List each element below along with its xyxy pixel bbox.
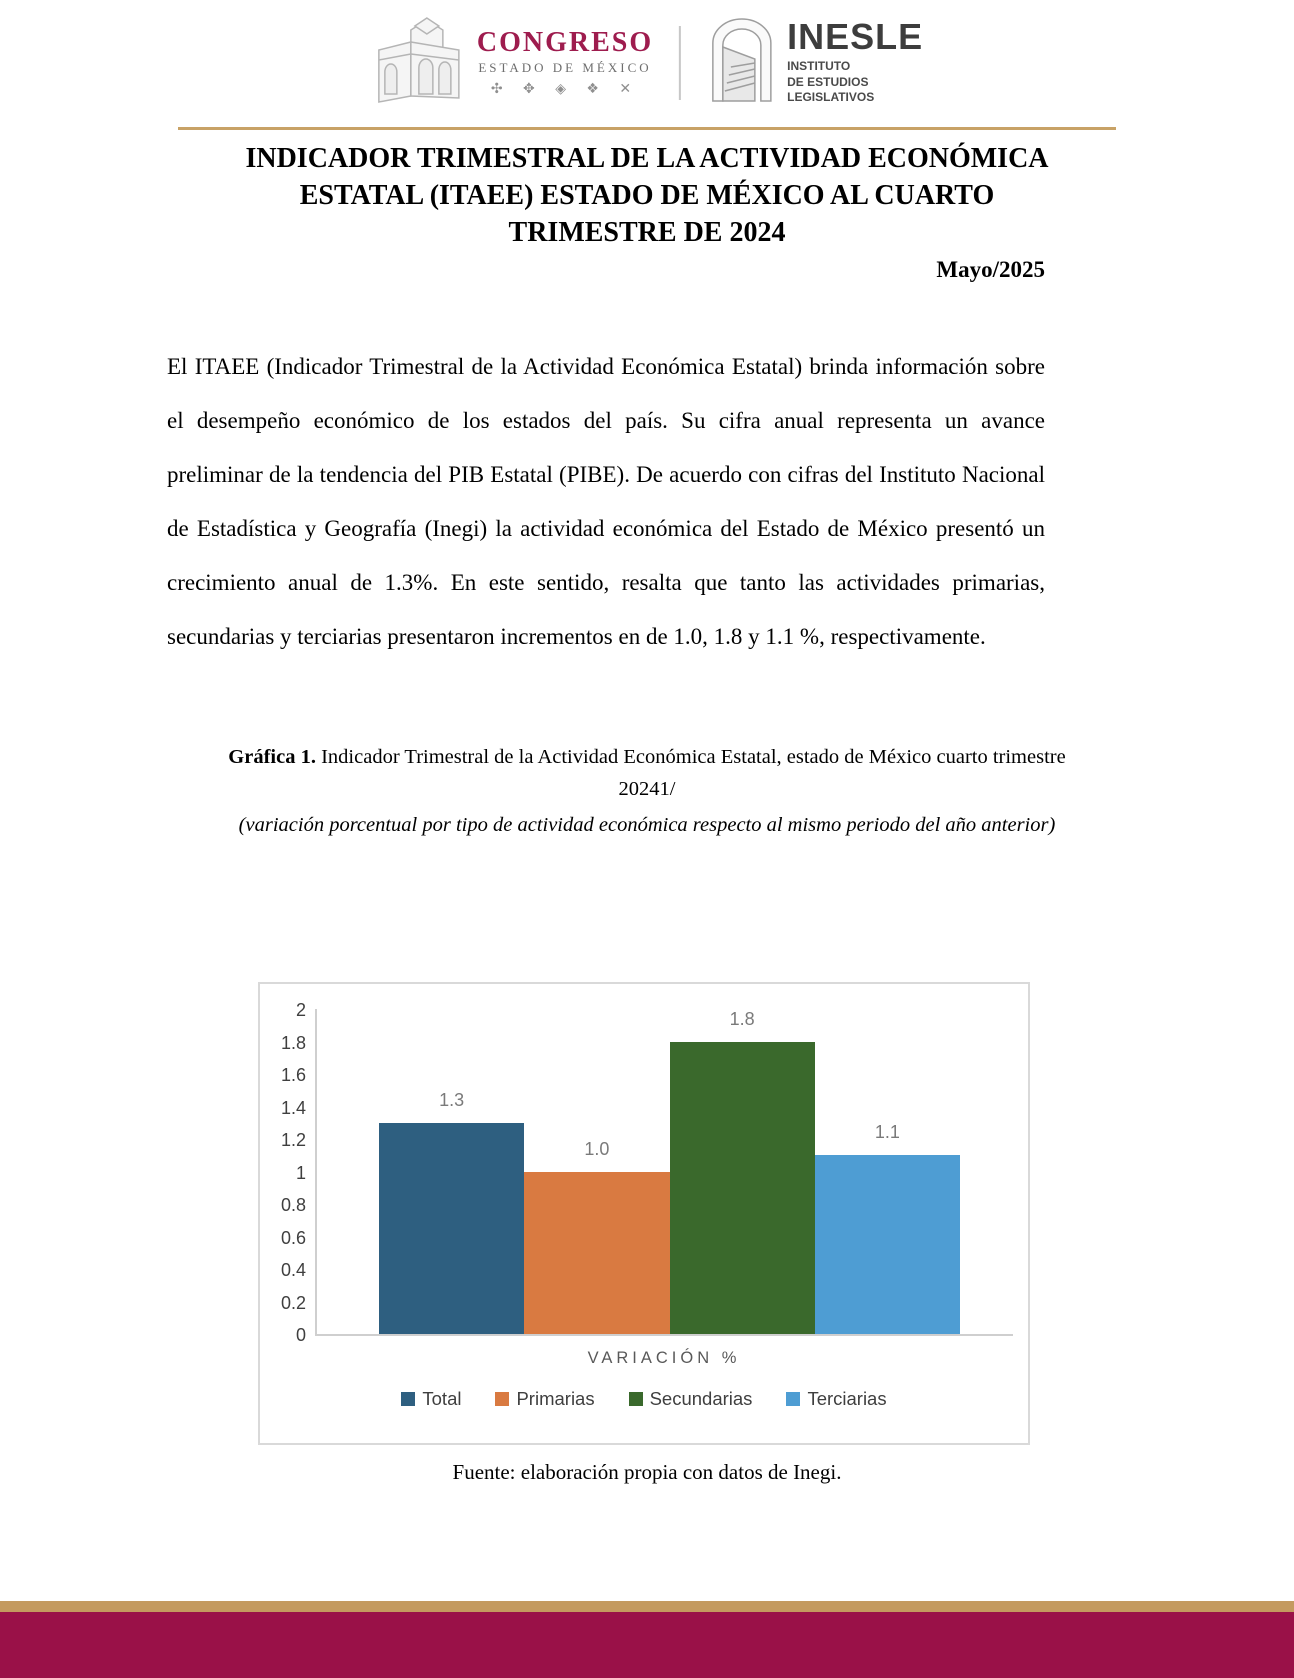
source-note: Fuente: elaboración propia con datos de Inegi. — [452, 1460, 842, 1484]
inesle-wordmark-block — [787, 16, 924, 106]
bar-value-label-terciarias: 1.1 — [874, 1122, 900, 1143]
y-axis-line — [315, 1009, 317, 1334]
chart-legend — [260, 1388, 1028, 1410]
header-logos — [371, 16, 923, 109]
bar-primarias — [524, 1172, 669, 1335]
footer-maroon-bar — [0, 1612, 1294, 1678]
inesle-subtitle-line-1: INSTITUTO — [787, 59, 851, 74]
bar-value-label-total: 1.3 — [439, 1089, 465, 1110]
bar-chart — [258, 982, 1030, 1445]
bar-terciarias — [815, 1155, 960, 1334]
page-title-line-3: TRIMESTRE DE 2024 — [508, 217, 786, 249]
congreso-wordmark-block — [477, 28, 653, 97]
y-axis-tick-label: 0 — [295, 1325, 306, 1345]
legend-label-secundarias: Secundarias — [649, 1388, 753, 1409]
legend-label-terciarias: Terciarias — [807, 1388, 887, 1409]
logo-divider — [679, 26, 681, 100]
legend-label-primarias: Primarias — [516, 1388, 595, 1409]
y-axis-tick-label: 1.2 — [280, 1130, 306, 1150]
legend-swatch-primarias — [495, 1392, 509, 1406]
bar-value-label-primarias: 1.0 — [584, 1138, 610, 1159]
y-axis-tick-label: 1.4 — [280, 1097, 306, 1118]
page-title-line-2: ESTATAL (ITAEE) ESTADO DE MÉXICO AL CUARTO — [299, 180, 995, 212]
y-axis-tick-label: 1.8 — [280, 1032, 306, 1053]
inesle-logo — [707, 17, 923, 108]
header-gold-rule — [178, 127, 1116, 130]
page-title — [177, 140, 1117, 252]
bar-value-label-secundarias: 1.8 — [729, 1008, 755, 1029]
body-paragraph: El ITAEE (Indicador Trimestral de la Actividad Económica Estatal) brinda información sobre el desempeño económico de los estados del país. Su cifra anual representa un avance preliminar de la tendencia del PIB Estatal (PIBE). De acuerdo con cifras del Instituto Nacional de Estadística y Geografía (Inegi) la actividad económica del Estado de México presentó un crecimiento anual de 1.3%. En este sentido, resalta que tanto las actividades primarias, secundarias y terciarias presentaron incrementos en de 1.0, 1.8 y 1.1 %, respectivamente. — [167, 354, 1045, 649]
chart-caption — [207, 742, 1087, 806]
x-axis-title: VARIACIÓN % — [587, 1349, 741, 1367]
bar-total — [379, 1123, 524, 1334]
legend-item-total — [401, 1388, 461, 1410]
chart-subcaption: (variación porcentual por tipo de actividad económica respecto al mismo periodo del año anterior) — [238, 814, 1056, 836]
inesle-subtitle-line-3: LEGISLATIVOS — [787, 90, 875, 105]
legend-item-terciarias — [786, 1388, 886, 1410]
congreso-wordmark: CONGRESO — [476, 26, 654, 58]
footer-gold-bar — [0, 1601, 1294, 1612]
inesle-subtitle — [787, 59, 874, 106]
inesle-subtitle-line-2: DE ESTUDIOS — [787, 74, 869, 89]
bar-secundarias — [670, 1042, 815, 1335]
inesle-wordmark: INESLE — [787, 16, 924, 58]
y-axis-tick-label: 0.6 — [280, 1227, 306, 1248]
y-axis-tick-label: 1.6 — [280, 1065, 306, 1085]
congreso-subtitle: ESTADO DE MÉXICO — [478, 60, 652, 76]
legend-swatch-total — [401, 1392, 415, 1406]
x-axis-line — [315, 1334, 1013, 1336]
congreso-ornaments: ✣ ✥ ◈ ❖ ✕ — [490, 81, 640, 98]
inesle-arch-icon — [707, 17, 777, 108]
legend-swatch-secundarias — [629, 1392, 643, 1406]
legend-item-secundarias — [629, 1388, 753, 1410]
y-axis-tick-label: 0.8 — [280, 1195, 306, 1215]
chart-caption-text: Indicador Trimestral de la Actividad Económica Estatal, estado de México cuarto trimestre 20241/ — [315, 746, 1066, 800]
y-axis-tick-label: 0.4 — [280, 1260, 306, 1280]
congreso-building-icon — [371, 16, 467, 109]
document-date: Mayo/2025 — [936, 257, 1045, 282]
legend-item-primarias — [495, 1388, 594, 1410]
y-axis-tick-label: 1 — [295, 1162, 306, 1183]
legend-label-total: Total — [422, 1388, 462, 1409]
y-axis-tick-label: 0.2 — [280, 1292, 306, 1313]
y-axis-tick-label: 2 — [295, 1000, 306, 1020]
chart-caption-label: Gráfica 1. — [228, 746, 316, 768]
page-title-line-1: INDICADOR TRIMESTRAL DE LA ACTIVIDAD ECONÓMICA — [245, 143, 1049, 174]
legend-swatch-terciarias — [786, 1392, 800, 1406]
congreso-logo — [371, 16, 653, 109]
